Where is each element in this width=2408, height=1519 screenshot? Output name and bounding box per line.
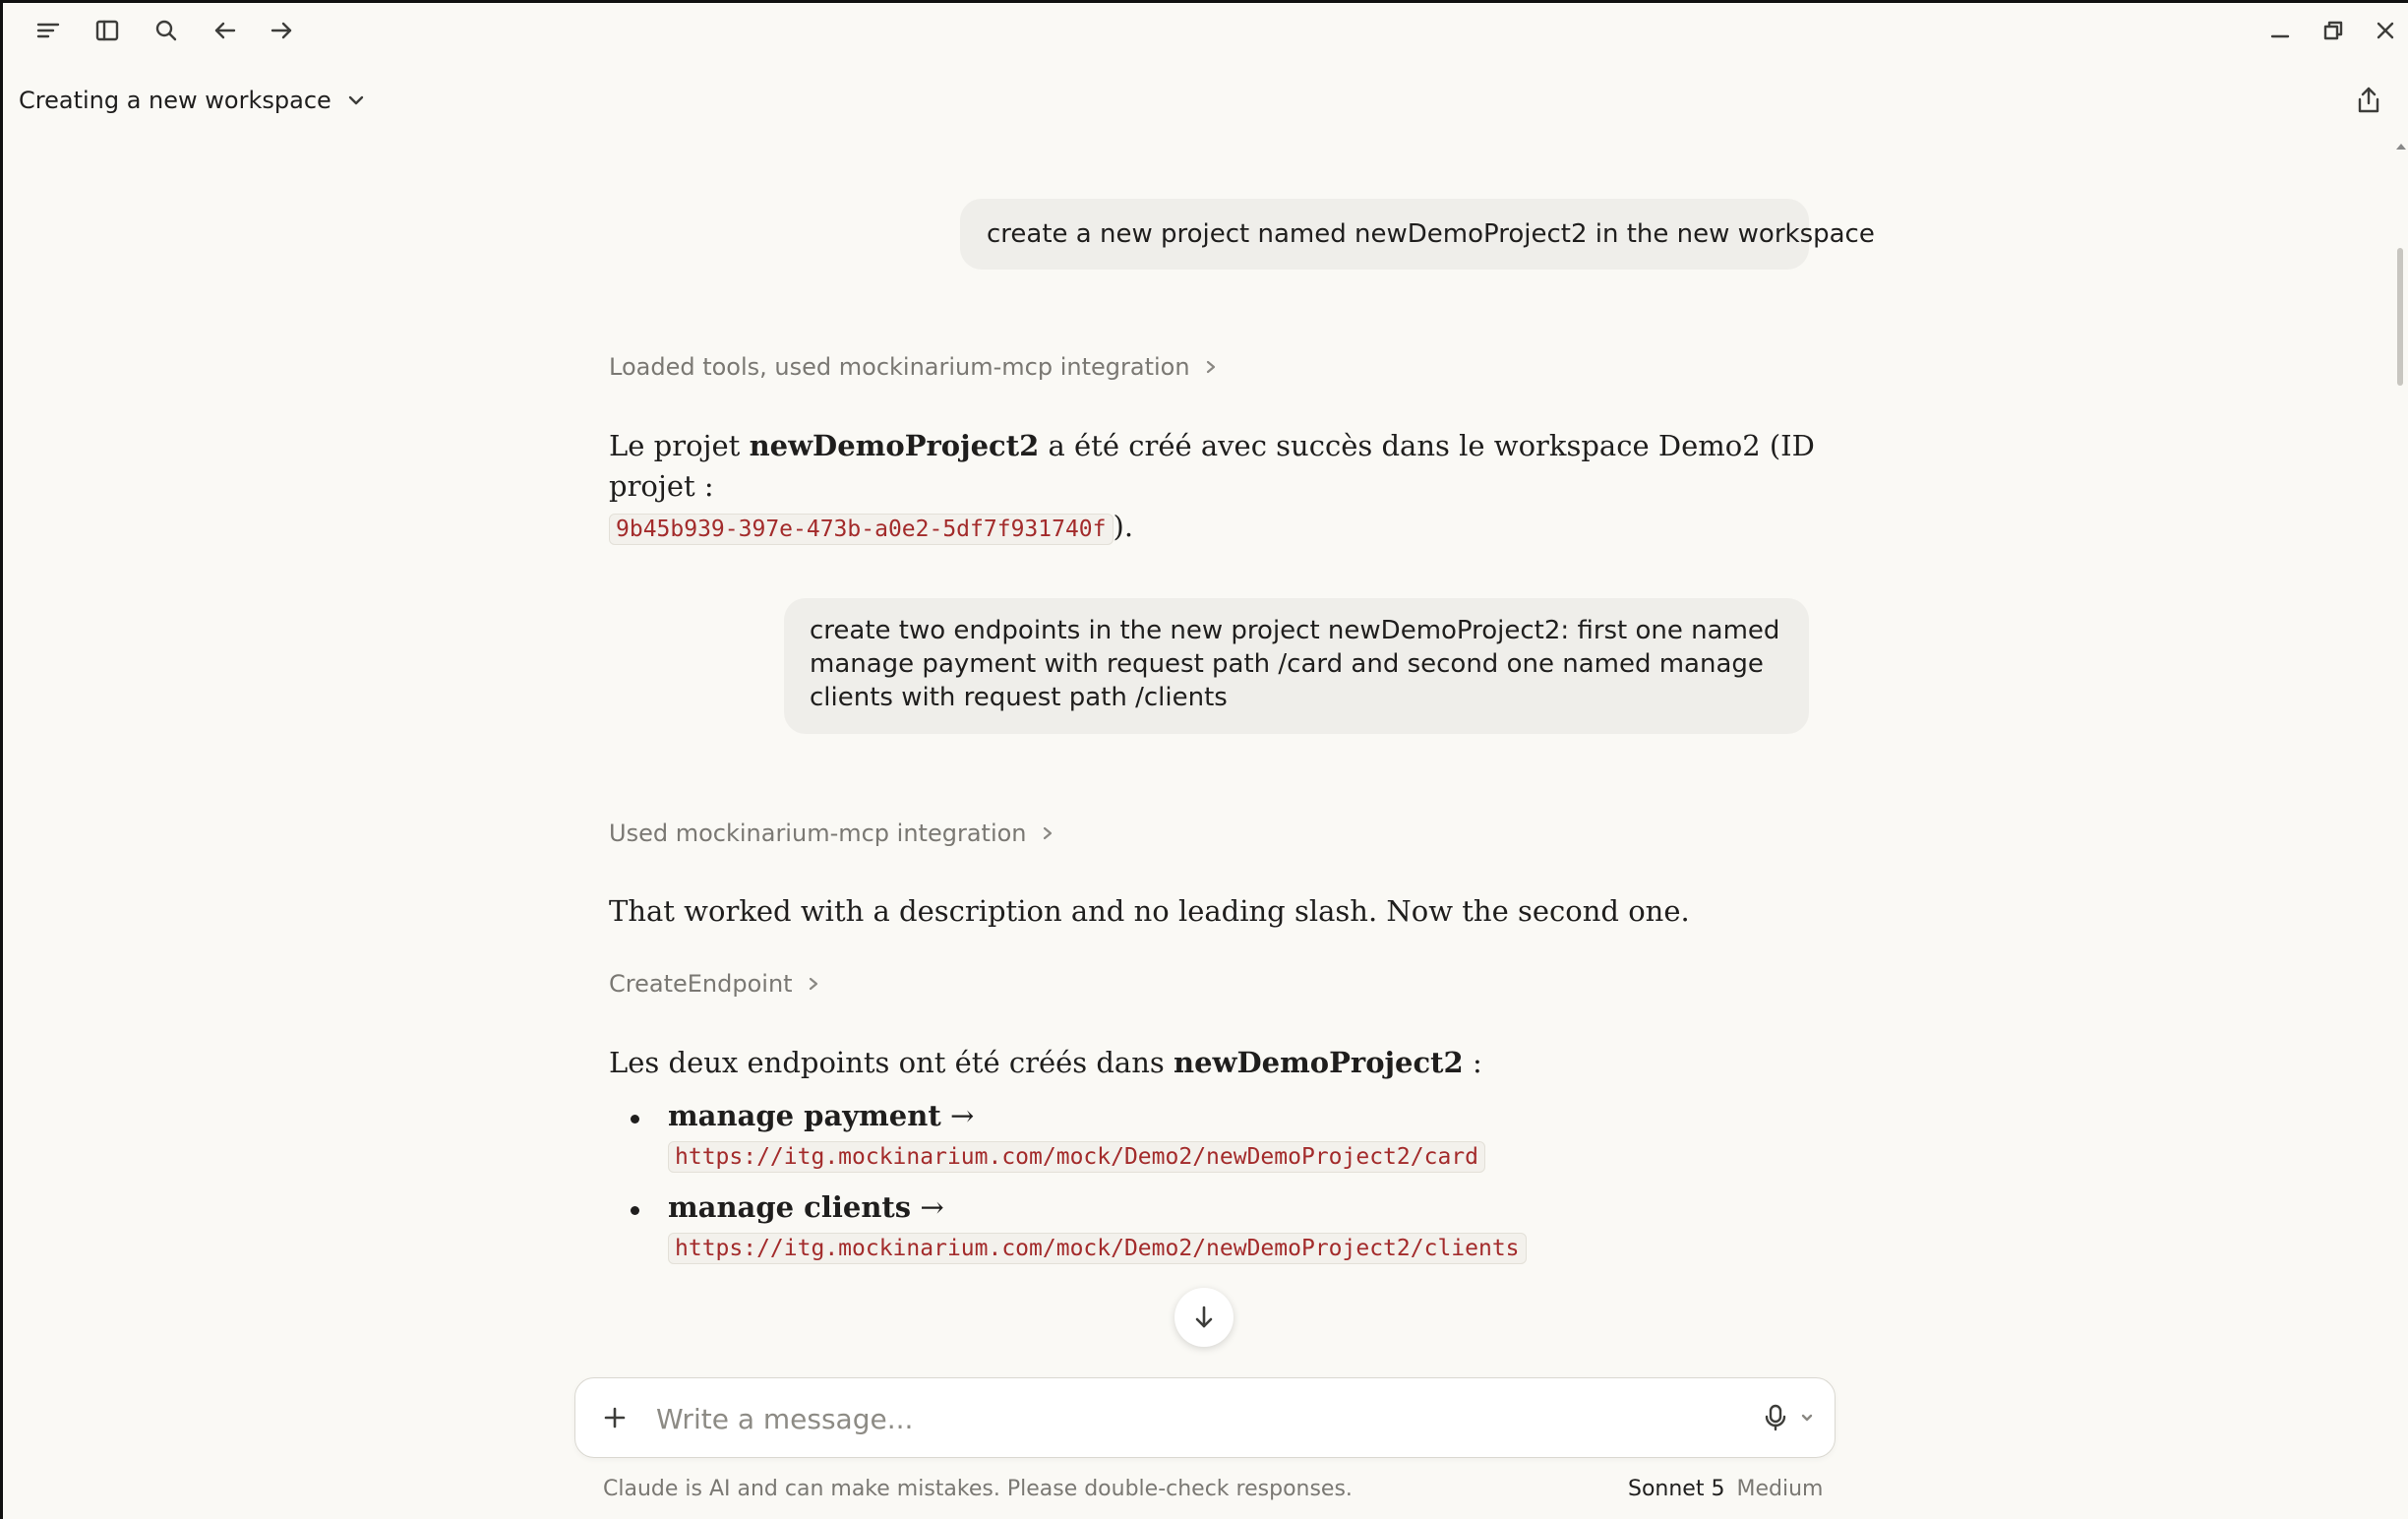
project-name: newDemoProject2	[749, 429, 1040, 462]
tool-use-label: Loaded tools, used mockinarium-mcp integration	[609, 353, 1190, 381]
scroll-to-bottom-button[interactable]	[1174, 1288, 1234, 1347]
minimize-icon[interactable]	[2260, 12, 2300, 49]
chevron-right-icon	[807, 975, 820, 993]
title-bar	[0, 0, 2408, 61]
tool-use-summary[interactable]	[609, 970, 820, 998]
disclaimer-text: Claude is AI and can make mistakes. Please double-check responses.	[603, 1477, 1353, 1501]
chevron-right-icon	[1204, 358, 1218, 376]
assistant-response	[609, 1043, 1482, 1083]
scrollbar[interactable]	[2392, 138, 2408, 1456]
add-attachment-button[interactable]	[595, 1398, 634, 1437]
assistant-response	[609, 426, 1819, 550]
share-button[interactable]	[2349, 81, 2388, 120]
user-message: create a new project named newDemoProject2 in the new workspace	[960, 199, 1809, 270]
microphone-icon	[1763, 1403, 1788, 1432]
tool-use-label: CreateEndpoint	[609, 970, 793, 998]
plus-icon	[602, 1405, 628, 1430]
chevron-down-icon	[345, 90, 367, 111]
endpoint-name: manage payment	[668, 1099, 941, 1132]
chevron-down-icon	[1799, 1410, 1815, 1426]
back-arrow-icon[interactable]	[206, 12, 245, 49]
user-message: create two endpoints in the new project newDemoProject2: first one named manage payment with request path /card and second one named manage clients with request path /clients	[784, 598, 1809, 734]
chevron-right-icon	[1041, 824, 1054, 842]
voice-options-button[interactable]	[1795, 1406, 1819, 1429]
scrollbar-thumb[interactable]	[2397, 248, 2403, 386]
model-selector[interactable]	[1628, 1477, 1823, 1501]
arrow-icon: →	[920, 1190, 944, 1224]
response-text: :	[1463, 1046, 1482, 1079]
share-icon	[2355, 86, 2382, 115]
project-id-code: 9b45b939-397e-473b-a0e2-5df7f931740f	[609, 514, 1114, 545]
tool-use-summary[interactable]	[609, 353, 1218, 381]
conversation-title-dropdown[interactable]	[19, 81, 367, 120]
list-item	[609, 1096, 1789, 1176]
model-effort: Medium	[1736, 1477, 1824, 1501]
response-text: a été créé avec succès dans le workspace Demo2 (ID projet :	[609, 429, 1815, 503]
list-item	[609, 1187, 1789, 1267]
tool-use-label: Used mockinarium-mcp integration	[609, 820, 1027, 847]
project-name: newDemoProject2	[1174, 1046, 1464, 1079]
arrow-icon: →	[949, 1099, 975, 1132]
endpoint-url: https://itg.mockinarium.com/mock/Demo2/newDemoProject2/clients	[668, 1233, 1527, 1264]
conversation-title: Creating a new workspace	[19, 87, 331, 114]
response-text: Les deux endpoints ont été créés dans	[609, 1046, 1174, 1079]
model-name: Sonnet 5	[1628, 1477, 1725, 1501]
voice-input-button[interactable]	[1756, 1398, 1795, 1437]
menu-icon[interactable]	[29, 12, 68, 49]
endpoint-list	[609, 1096, 1789, 1279]
response-text: ).	[1113, 510, 1134, 543]
search-icon[interactable]	[147, 12, 186, 49]
response-text: Le projet	[609, 429, 750, 462]
message-input[interactable]	[654, 1396, 1642, 1441]
sidebar-toggle-icon[interactable]	[88, 12, 127, 49]
restore-icon[interactable]	[2314, 12, 2353, 49]
assistant-text: That worked with a description and no leading slash. Now the second one.	[609, 894, 1690, 928]
endpoint-name: manage clients	[668, 1190, 912, 1224]
scroll-up-arrow-icon[interactable]	[2396, 144, 2406, 150]
endpoint-url: https://itg.mockinarium.com/mock/Demo2/newDemoProject2/card	[668, 1141, 1485, 1173]
tool-use-summary[interactable]	[609, 820, 1054, 847]
message-composer	[574, 1377, 1836, 1458]
arrow-down-icon	[1191, 1304, 1217, 1331]
forward-arrow-icon[interactable]	[262, 12, 301, 49]
close-icon[interactable]	[2366, 12, 2405, 49]
